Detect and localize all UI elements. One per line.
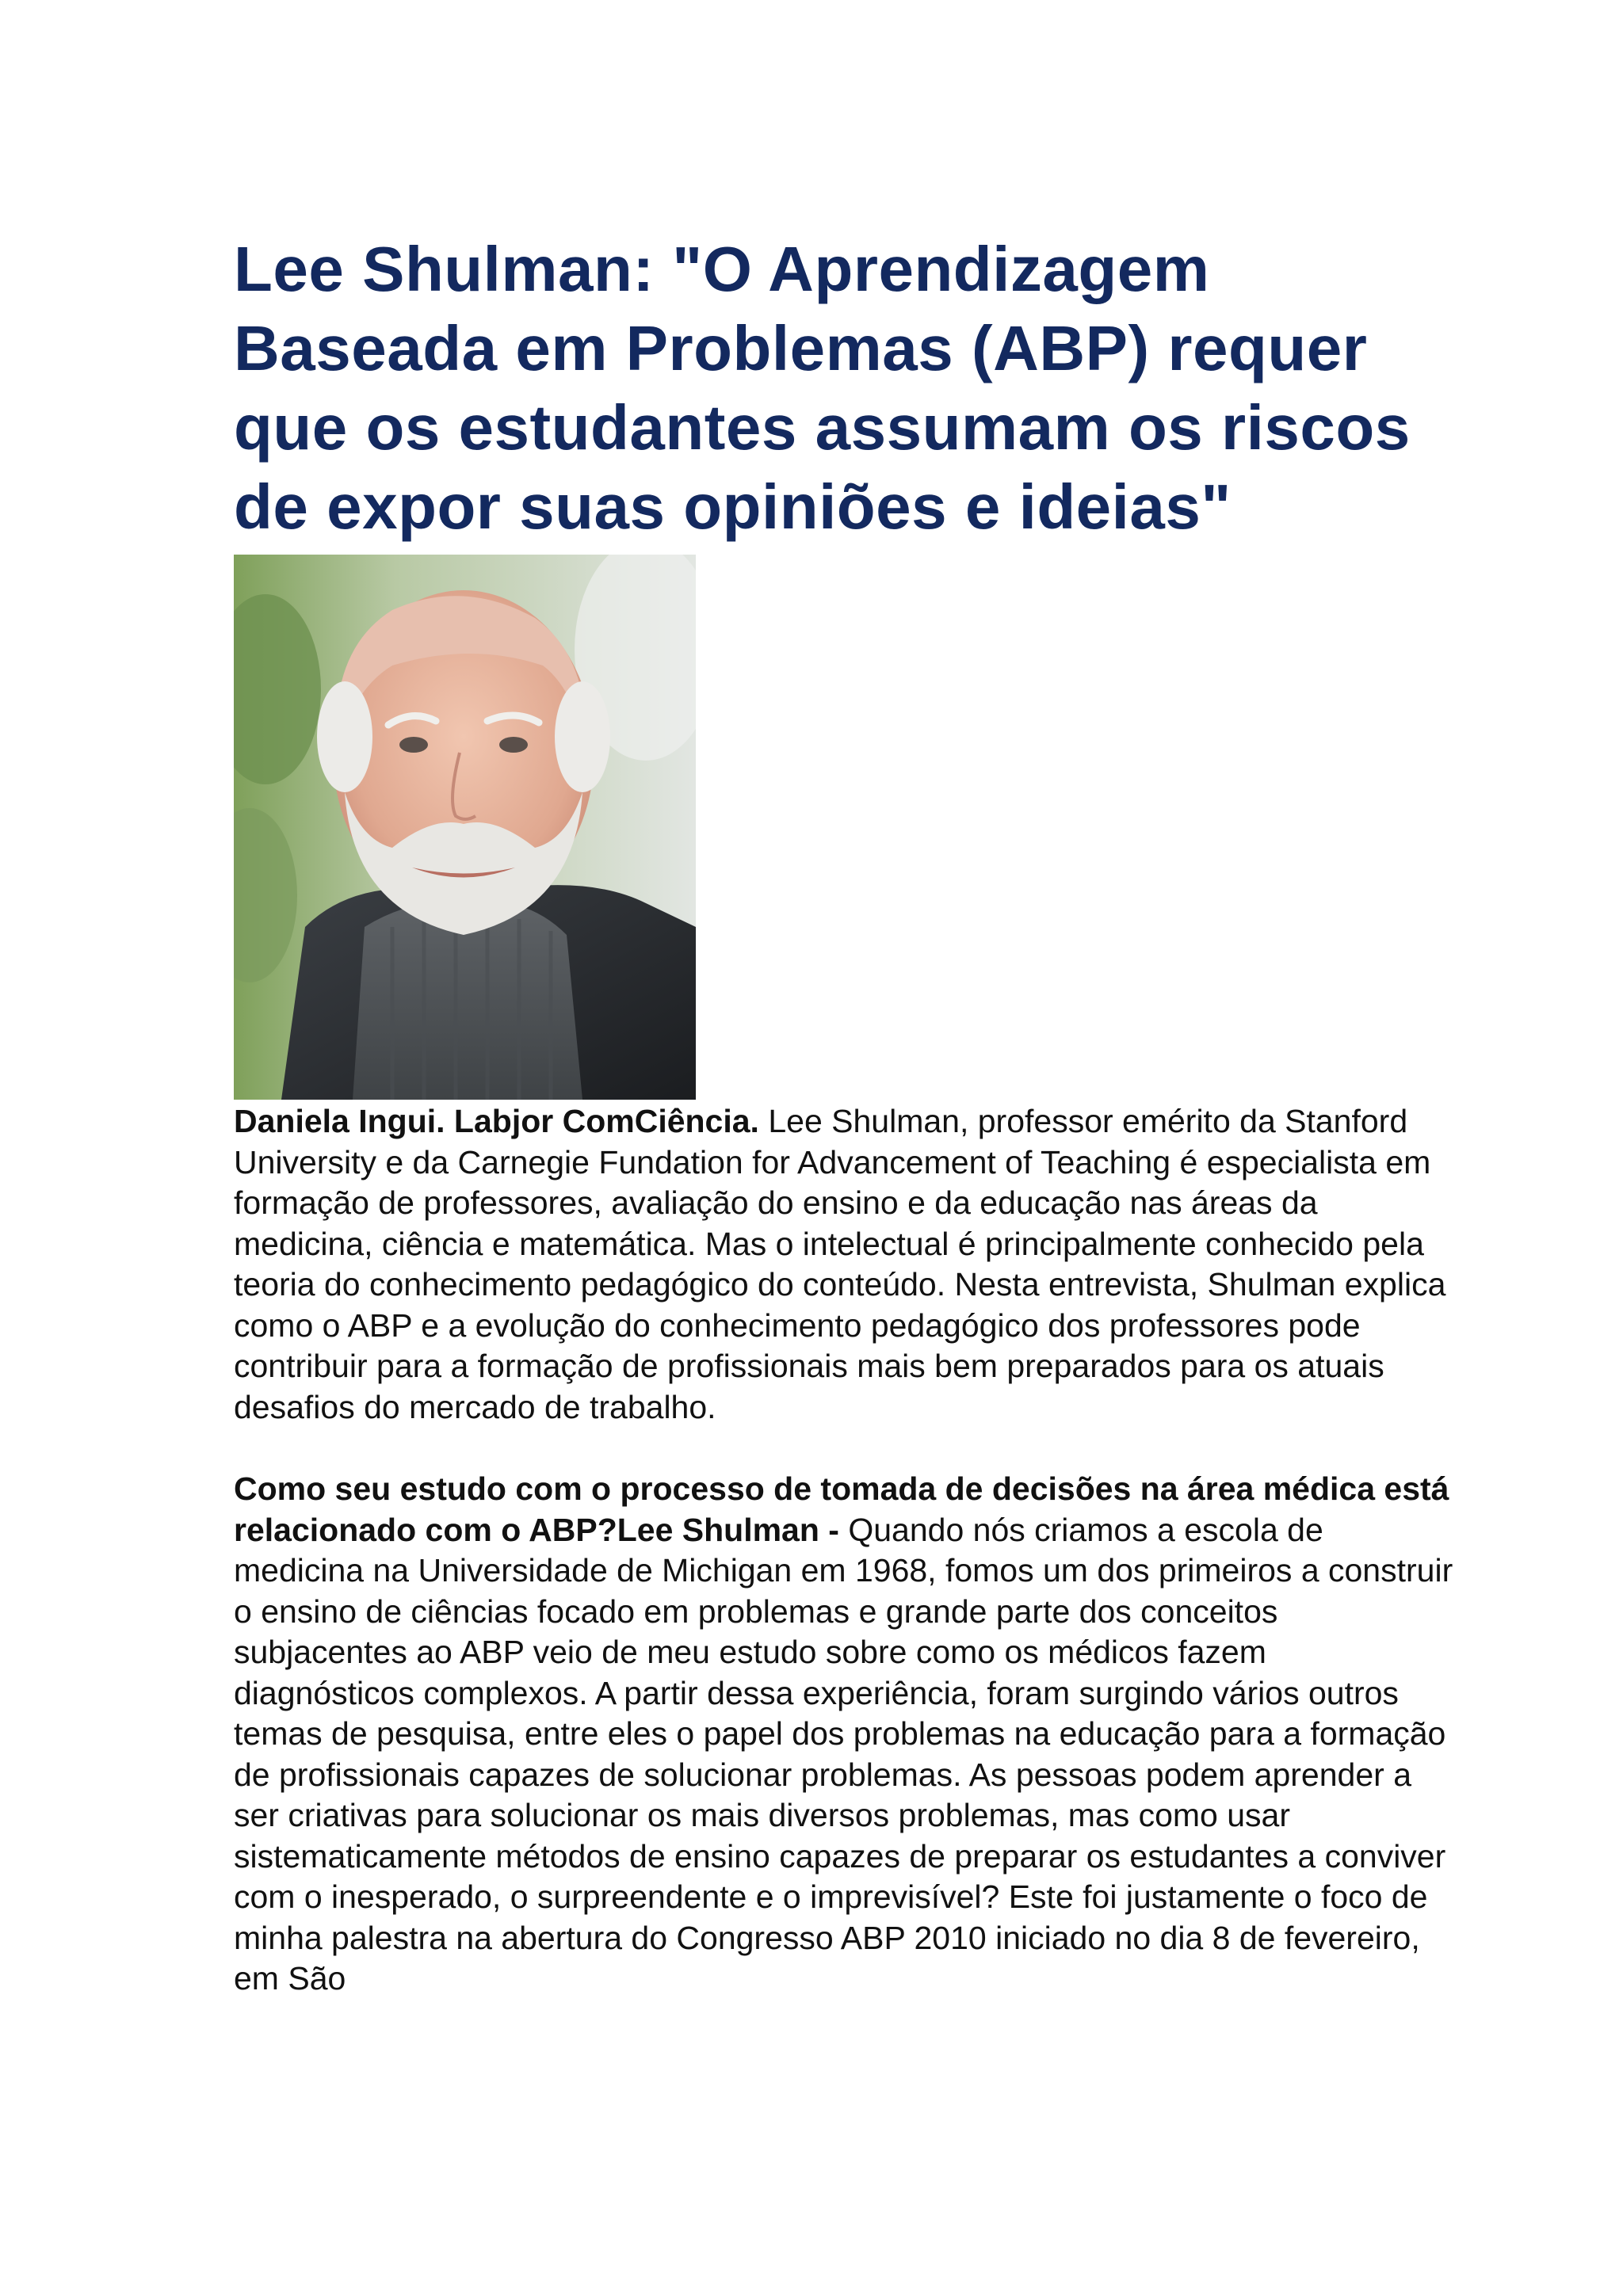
intro-paragraph (234, 1101, 1454, 1428)
answer-text: Quando nós criamos a escola de medicina na Universidade de Michigan em 1968, fomos um dos primeiros a construir o ensino de ciências focado em problemas e grande parte dos conceitos subjacentes ao ABP veio de meu estudo sobre como os médicos fazem diagnósticos complexos. A partir dessa experiência, foram surgindo vários outros temas de pesquisa, entre eles o papel dos problemas na educação para a formação de profissionais capazes de solucionar problemas. As pessoas podem aprender a ser criativas para solucionar os mais diversos problemas, mas como usar sistematicamente métodos de ensino capazes de preparar os estudantes a conviver com o inesperado, o surpreendente e o imprevisível? Este foi justamente o foco de minha palestra na abertura do Congresso ABP 2010 iniciado no dia 8 de fevereiro, em São (234, 1511, 1453, 1997)
portrait-photo (234, 555, 696, 1100)
qa-paragraph (234, 1469, 1454, 2000)
article-title: Lee Shulman: "O Aprendizagem Baseada em Problemas (ABP) requer que os estudantes assumam os riscos de expor suas opiniões e ideias" (234, 234, 1411, 542)
question: Como seu estudo com o processo de tomada de decisões na área médica está relacionado com o ABP?Lee Shulman - (234, 1470, 1449, 1548)
document-page (234, 230, 1470, 2000)
byline: Daniela Ingui. Labjor ComCiência. (234, 1103, 759, 1139)
intro-text: Lee Shulman, professor emérito da Stanford University e da Carnegie Fundation for Advancement of Teaching é especialista em formação de professores, avaliação do ensino e da educação nas áreas da medicina, ciência e matemática. Mas o intelectual é principalmente conhecido pela teoria do conhecimento pedagógico do conteúdo. Nesta entrevista, Shulman explica como o ABP e a evolução do conhecimento pedagógico dos professores pode contribuir para a formação de profissionais mais bem preparados para os atuais desafios do mercado de trabalho. (234, 1103, 1446, 1425)
